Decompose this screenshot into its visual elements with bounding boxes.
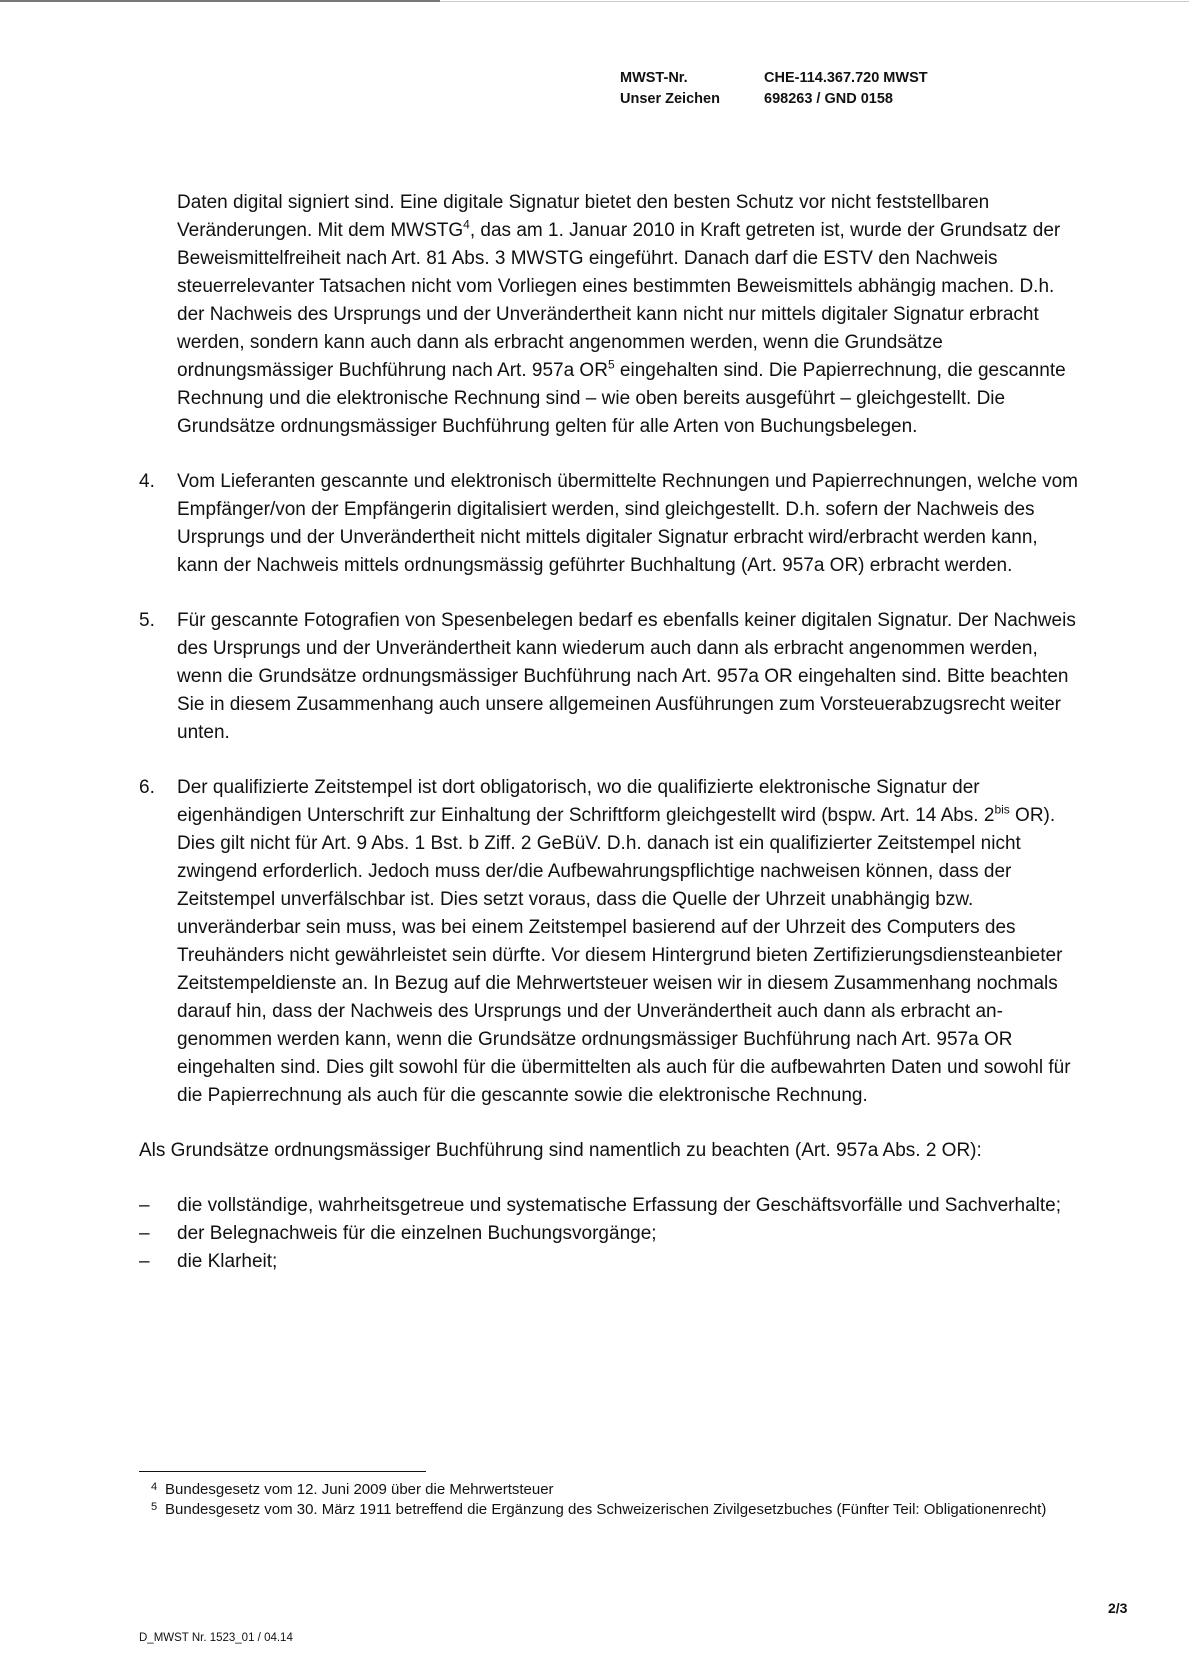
item-text-part-1: Der qualifizierte Zeitstempel ist dort obligatorisch, wo die qualifizierte elektronische Signatur der eigenhändigen Unterschrift zur Einhaltung der Schriftform gleichgestellt wird (bspw. Art. 14 Abs. 2 [177,777,995,826]
footnote-ref-5: 5 [607,357,615,372]
dash-item-text: der Belegnachweis für die einzelnen Buchungsvorgänge; [177,1223,657,1244]
reference-value: 698263 / GND 0158 [764,91,893,107]
footnotes [151,1480,1081,1520]
dash-item-text: die vollständige, wahrheitsgetreue und systematische Erfassung der Geschäftsvorfälle und Sachverhalte; [177,1195,1061,1216]
dash-item [139,1192,1079,1220]
page-number: 2/3 [1108,1600,1128,1616]
reference-label: Unser Zeichen [620,91,720,107]
footnote-text: Bundesgesetz vom 12. Juni 2009 über die Mehrwertsteuer [165,1481,554,1498]
form-code: D_MWST Nr. 1523_01 / 04.14 [139,1632,293,1644]
numbered-item-6 [139,774,1079,1110]
item-number: 5. [139,610,155,631]
footnote-5 [151,1500,1081,1520]
dash-item [139,1220,1079,1248]
item-text-part-2: OR). Dies gilt nicht für Art. 9 Abs. 1 Bst. b Ziff. 2 GeBüV. D.h. danach ist ein qualifizierter Zeitstempel nicht zwingend erforderlich. Jedoch muss der/die Aufbewahrungspflichtige nachweisen können, dass der Zeitstempel unverfälschbar ist. Dies setzt voraus, dass die Quelle der Uhrzeit unabhängig bzw. unveränderbar sein muss, was bei einem Zeitstempel basierend auf der Uhrzeit des Computers des Treuhänders nicht gewährleistet sein dürfte. Vor diesem Hintergrund bieten Zertifizierungsdiensteanbieter Zeitstempeldienste an. In Bezug auf die Mehrwertsteuer weisen wir in diesem Zusammenhang nochmals darauf hin, dass der Nachweis des Ursprungs und der Unverändertheit auch dann als erbracht angenommen werden kann, wenn die Grundsätze ordnungsmässiger Buchführung nach Art. 957a OR eingehalten sind. Dies gilt sowohl für die übermittelten als auch für die aufbewahrten Daten und sowohl für die Papierrechnung als auch für die gescannte sowie die elektronische Rechnung. [177,805,1071,1106]
footnote-number: 5 [151,1501,158,1513]
intro-text-3: eingehalten sind. Die Papierrechnung, die gescannte Rechnung und die elektronische Rechnung sind – wie oben bereits ausgeführt – gleichgestellt. Die Grundsätze ordnungsmässiger Buchführung gelten für alle Arten von Buchungsbelegen. [177,360,1066,437]
principles-intro: Als Grundsätze ordnungsmässiger Buchführung sind namentlich zu beachten (Art. 957a Abs. 2 OR): [139,1140,982,1161]
item-text: Für gescannte Fotografien von Spesenbelegen bedarf es ebenfalls keiner digitalen Signatur. Der Nachweis des Ursprungs und der Unverändertheit kann wiederum auch dann als erbracht angenommen werden, wenn die Grundsätze ordnungsmässiger Buchführung nach Art. 957a OR eingehalten sind. Bitte beachten Sie in diesem Zusammenhang auch unsere allgemeinen Ausführungen zum Vorsteuerabzugsrecht weiter unten. [177,610,1076,743]
footnote-number: 4 [151,1481,158,1493]
vat-number-value: CHE-114.367.720 MWST [764,70,928,86]
document-body [139,189,1079,1276]
footnote-ref-4: 4 [463,217,470,232]
footnote-separator [139,1471,426,1472]
dash-bullet: – [139,1223,150,1244]
intro-text-2: , das am 1. Januar 2010 in Kraft getreten ist, wurde der Grundsatz der Beweismittelfreiheit nach Art. 81 Abs. 3 MWSTG eingeführt. Danach darf die ESTV den Nachweis steuerrelevanter Tatsachen nicht vom Vorliegen eines bestimmten Beweismittels abhängig machen. D.h. der Nachweis des Ursprungs und der Unverändertheit kann nicht nur mittels digitaler Signatur erbracht werden, sondern kann auch dann als erbracht angenommen werden, wenn die Grundsätze ordnungsmässiger Buchführung nach Art. 957a OR [177,220,1061,381]
scan-top-edge [0,0,440,2]
item-number: 4. [139,471,155,492]
item-text: Vom Lieferanten gescannte und elektronisch übermittelte Rechnungen und Papierrechnungen, welche vom Empfänger/von der Empfängerin digitalisiert werden, sind gleichgestellt. D.h. sofern der Nachweis des Ursprungs und der Unverändertheit nicht mittels digitaler Signatur erbracht wird/erbracht werden kann, kann der Nachweis mittels ordnungsmässig geführter Buchhaltung (Art. 957a OR) erbracht werden. [177,471,1078,576]
dash-item-text: die Klarheit; [177,1251,278,1272]
dash-bullet: – [139,1251,150,1272]
footnote-text: Bundesgesetz vom 30. März 1911 betreffend die Ergänzung des Schweizerischen Zivilgesetzbuches (Fünfter Teil: Obligationenrecht) [165,1501,1047,1518]
footnote-4 [151,1480,1081,1500]
scan-top-edge-light [440,1,1189,2]
document-header [620,68,928,110]
item-number: 6. [139,777,155,798]
intro-paragraph [177,189,1079,441]
numbered-item-4 [139,468,1079,580]
dash-bullet: – [139,1195,150,1216]
superscript-bis: bis [994,802,1010,817]
dash-item [139,1248,1079,1276]
numbered-item-5 [139,607,1079,747]
intro-text-1: Daten digital signiert sind. Eine digitale Signatur bietet den besten Schutz vor nicht feststellbaren Veränderungen. Mit dem MWSTG [177,192,990,241]
vat-number-label: MWST-Nr. [620,70,688,86]
item-text [177,774,1079,1110]
